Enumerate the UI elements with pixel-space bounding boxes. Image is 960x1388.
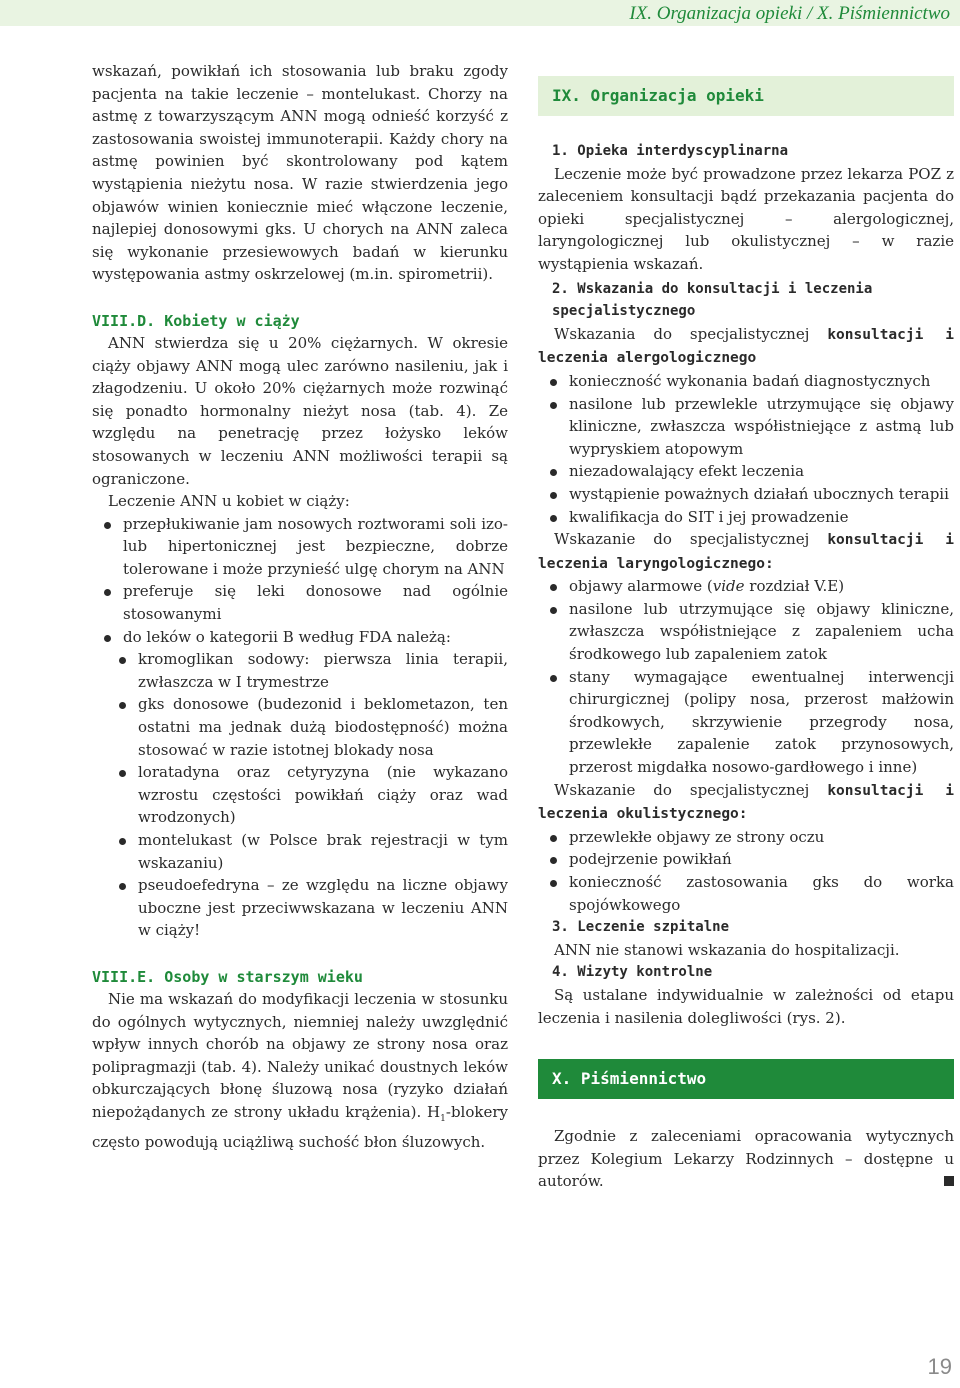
subsection-heading-4: 4. Wizyty kontrolne bbox=[552, 964, 713, 981]
section-heading-pregnancy: VIII.D. Kobiety w ciąży bbox=[92, 311, 300, 330]
list-item: nasilone lub przewlekle utrzymujące się objawy kliniczne, zwłaszcza współistniejące z astmą lub wypryskiem atopowym bbox=[538, 393, 954, 461]
subsection-3-paragraph: ANN nie stanowi wskazania do hospitalizacji. bbox=[554, 940, 900, 959]
end-of-article-square-icon bbox=[944, 1176, 954, 1186]
list-item: konieczność wykonania badań diagnostycznych bbox=[538, 370, 954, 393]
section-heading-elderly: VIII.E. Osoby w starszym wieku bbox=[92, 967, 363, 986]
ophthalmology-consult-list bbox=[538, 826, 954, 916]
list-item: gks donosowe (budezonid i beklometazon, ten ostatni ma jednak dużą biodostępność) można stosować w razie istotnej blokady nosa bbox=[92, 693, 508, 761]
subsection-heading-1: 1. Opieka interdyscyplinarna bbox=[552, 143, 789, 159]
ophthalmology-consult-intro: Wskazanie do specjalistycznej konsultacji i leczenia okulistycznego: bbox=[538, 780, 954, 823]
list-item: nasilone lub utrzymujące się objawy kliniczne, zwłaszcza współistniejące z zapaleniem ucha środkowego lub zapaleniem zatok bbox=[538, 598, 954, 666]
list-item: niezadowalający efekt leczenia bbox=[538, 460, 954, 483]
allergy-consult-list bbox=[538, 370, 954, 528]
left-column bbox=[92, 60, 508, 1153]
list-item: pseudoefedryna – ze względu na liczne objawy uboczne jest przeciwwskazana w leczeniu ANN w ciąży! bbox=[92, 874, 508, 942]
list-item: kromoglikan sodowy: pierwsza linia terapii, zwłaszcza w I trymestrze bbox=[92, 648, 508, 693]
fda-category-b-list bbox=[92, 648, 508, 942]
header-title: IX. Organizacja opieki / X. Piśmiennictwo bbox=[629, 3, 950, 24]
intro-paragraph: wskazań, powikłań ich stosowania lub braku zgody pacjenta na takie leczenie – montelukast. Chorzy na astmę z towarzyszącym ANN mogą odnieść korzyść z zastosowania swoistej immunoterapii. Każdy chory na astmę powinien być skontrolowany pod kątem wystąpienia nieżytu nosa. W razie stwierdzenia jego objawów winien koniecznie mieć włączone leczenie, najlepiej donosowymi gks. U chorych na ANN zaleca się wykonanie przesiewowych badań w kierunku występowania astmy oskrzelowej (m.in. spirometrii). bbox=[92, 62, 508, 284]
section-banner-pismiennictwo: X. Piśmiennictwo bbox=[538, 1059, 954, 1099]
list-item: stany wymagające ewentualnej interwencji chirurgicznej (polipy nosa, przerost małżowin środkowych, skrzywienie przegrody nosa, przewlekłe zapalenie zatok przynosowych, przerost migdałka nosowo-gardłowego i inne) bbox=[538, 666, 954, 779]
list-item: loratadyna oraz cetyryzyna (nie wykazano wzrostu częstości powikłań ciąży oraz wad wrodzonych) bbox=[92, 761, 508, 829]
allergy-consult-intro: Wskazania do specjalistycznej konsultacji i leczenia alergologicznego bbox=[538, 324, 954, 367]
list-item: konieczność zastosowania gks do worka spojówkowego bbox=[538, 871, 954, 916]
subsection-heading-3: 3. Leczenie szpitalne bbox=[552, 919, 730, 936]
subsection-heading-2: 2. Wskazania do konsultacji i leczenia specjalistycznego bbox=[552, 280, 873, 320]
references-paragraph: Zgodnie z zaleceniami opracowania wytycznych przez Kolegium Lekarzy Rodzinnych – dostępne u autorów. bbox=[538, 1127, 954, 1191]
laryngology-consult-intro: Wskazanie do specjalistycznej konsultacji i leczenia laryngologicznego: bbox=[538, 530, 954, 572]
section-banner-organizacja: IX. Organizacja opieki bbox=[538, 76, 954, 116]
laryngology-consult-list bbox=[538, 575, 954, 778]
subsection-4-paragraph: Są ustalane indywidualnie w zależności od etapu leczenia i nasilenia dolegliwości (rys. 2). bbox=[538, 985, 954, 1027]
page-number: 19 bbox=[927, 1354, 952, 1379]
pregnancy-paragraph: ANN stwierdza się u 20% ciężarnych. W okresie ciąży objawy ANN mogą ulec zarówno nasileniu, jak i złagodzeniu. U około 20% ciężarnych może rozwinąć się ponadto hormonalny nieżyt nosa (tab. 4). Ze względu na penetrację przez łożysko leków stosowanych w leczeniu ANN możliwości terapii są ograniczone. bbox=[92, 333, 508, 488]
list-item: przepłukiwanie jam nosowych roztworami soli izo- lub hipertonicznej jest bezpieczne, dobrze tolerowane i może przynieść ulgę chorym na ANN bbox=[92, 513, 508, 581]
pregnancy-treatment-list bbox=[92, 513, 508, 649]
list-item: przewlekłe objawy ze strony oczu bbox=[538, 826, 954, 849]
list-item: podejrzenie powikłań bbox=[538, 848, 954, 871]
list-item: montelukast (w Polsce brak rejestracji w tym wskazaniu) bbox=[92, 829, 508, 874]
pregnancy-list-intro: Leczenie ANN u kobiet w ciąży: bbox=[108, 492, 350, 511]
elderly-paragraph: Nie ma wskazań do modyfikacji leczenia w stosunku do ogólnych wytycznych, niemniej należy uwzględnić wpływ innych chorób na objawy ze strony nosa oraz polipragmazji (tab. 4). Należy unikać doustnych leków obkurczających błonę śluzową nosa (ryzyko działań niepożądanych ze strony układu krążenia). $H_1$-blokery często powodują uciążliwą suchość błon śluzowych. bbox=[92, 989, 508, 1151]
list-item: preferuje się leki donosowe nad ogólnie stosowanymi bbox=[92, 580, 508, 625]
subsection-1-paragraph: Leczenie może być prowadzone przez lekarza POZ z zaleceniem konsultacji bądź przekazania pacjenta do opieki specjalistycznej – alergologicznej, laryngologicznej lub okulistycznej – w razie wystąpienia wskazań. bbox=[538, 164, 954, 273]
list-item: do leków o kategorii B według FDA należą: bbox=[92, 626, 508, 649]
list-item: wystąpienie poważnych działań ubocznych terapii bbox=[538, 483, 954, 506]
running-header bbox=[0, 0, 960, 26]
right-column bbox=[538, 76, 954, 1193]
list-item: objawy alarmowe (vide rozdział V.E) bbox=[538, 575, 954, 598]
list-item: kwalifikacja do SIT i jej prowadzenie bbox=[538, 506, 954, 529]
